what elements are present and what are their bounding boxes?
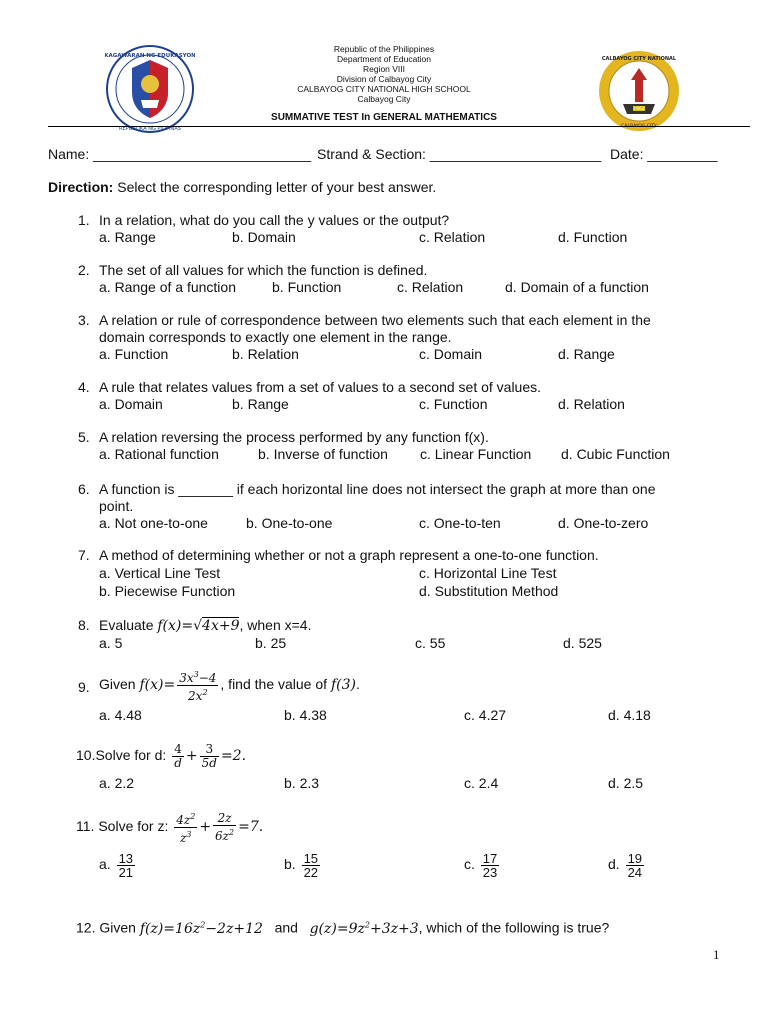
question-2-text: The set of all values for which the function is defined.	[99, 262, 428, 278]
q1-choice-c[interactable]: c. Relation	[419, 229, 486, 245]
question-5-text: A relation reversing the process performed by any function f(x).	[99, 429, 489, 445]
q7-choice-b[interactable]: b. Piecewise Function	[99, 583, 236, 599]
q9-text-pre: Given	[99, 676, 136, 693]
q4-choice-b[interactable]: b. Range	[232, 396, 289, 412]
q12-text-pre: Given	[99, 919, 136, 936]
question-8-number: 8.	[78, 617, 90, 633]
q10-text-post: =2.	[220, 748, 247, 764]
question-5-number: 5.	[78, 429, 90, 445]
q7-choice-a[interactable]: a. Vertical Line Test	[99, 565, 221, 581]
question-12-number: 12.	[76, 919, 96, 936]
q6-choice-b[interactable]: b. One-to-one	[246, 515, 333, 531]
question-6-number: 6.	[78, 481, 90, 497]
question-10-text: 10.Solve for d: $\frac{4}{d}$ + $\frac{3}{5d}$ =2.	[76, 741, 247, 770]
q2-choice-d[interactable]: d. Domain of a function	[505, 279, 649, 295]
q10-choice-c[interactable]: c. 2.4	[464, 775, 499, 791]
q2-choice-c[interactable]: c. Relation	[397, 279, 464, 295]
test-title: SUMMATIVE TEST In GENERAL MATHEMATICS	[271, 112, 497, 123]
header-republic: Republic of the Philippines	[333, 44, 435, 54]
svg-text:CALBAYOG CITY NATIONAL: CALBAYOG CITY NATIONAL	[601, 56, 677, 62]
q9-choice-b[interactable]: b. 4.38	[284, 707, 327, 723]
q10-choice-a[interactable]: a. 2.2	[99, 775, 135, 791]
header-city: Calbayog City	[357, 94, 411, 104]
direction	[48, 179, 436, 196]
q4-choice-a[interactable]: a. Domain	[99, 396, 163, 412]
q11-fraction-2: $\frac{2z}{6z^2}$	[215, 811, 235, 843]
q8-choice-d[interactable]: d. 525	[563, 635, 602, 651]
question-1-text: In a relation, what do you call the y values or the output?	[99, 212, 450, 228]
q10-choice-b[interactable]: b. 2.3	[284, 775, 320, 791]
q2-choice-b[interactable]: b. Function	[272, 279, 342, 295]
q8-formula: f(x)=√4x+9	[157, 618, 240, 634]
q5-choice-c[interactable]: c. Linear Function	[420, 446, 532, 462]
header-division: Division of Calbayog City	[336, 74, 432, 84]
q7-choice-c[interactable]: c. Horizontal Line Test	[419, 565, 557, 581]
q11-choice-a-fraction: $\frac{13}{21}$	[118, 850, 134, 880]
q11-choice-c-fraction: $\frac{17}{23}$	[482, 850, 498, 880]
strand-section-field[interactable]: Strand & Section: ______________________	[317, 146, 602, 162]
q3-choice-b[interactable]: b. Relation	[232, 346, 299, 362]
q9-function: f(x)=	[139, 677, 176, 694]
q6-choice-d[interactable]: d. One-to-zero	[558, 515, 649, 531]
question-9-number: 9.	[78, 679, 90, 695]
question-11-text: 11. Solve for z: $\frac{4z^2}{z^3}$ + $\frac{2z}{6z^2}$ =7.	[76, 811, 264, 845]
q11-choice-c-letter: c.	[464, 856, 475, 872]
q2-choice-a[interactable]: a. Range of a function	[99, 279, 236, 295]
q8-text-pre: Evaluate	[99, 617, 154, 633]
q7-choice-d[interactable]: d. Substitution Method	[419, 583, 559, 599]
q4-choice-d[interactable]: d. Relation	[558, 396, 625, 412]
page-number: 1	[713, 947, 720, 962]
header-school: CALBAYOG CITY NATIONAL HIGH SCHOOL	[297, 84, 471, 94]
question-3-text: A relation or rule of correspondence between two elements such that each element in the	[99, 312, 651, 328]
q11-choice-d-fraction: $\frac{19}{24}$	[627, 850, 643, 880]
q5-choice-d[interactable]: d. Cubic Function	[561, 446, 670, 462]
q10-fraction-1: $\frac{4}{d}$	[174, 741, 182, 770]
q11-choice-a[interactable]	[99, 848, 137, 880]
q5-choice-a[interactable]: a. Rational function	[99, 446, 219, 462]
q8-choice-b[interactable]: b. 25	[255, 635, 287, 651]
q9-text-mid: , find the value of	[220, 676, 328, 693]
q11-choice-d-letter: d.	[608, 856, 620, 872]
question-3-text-line2: domain corresponds to exactly one element in the range.	[99, 329, 452, 345]
q12-text-post: , which of the following is true?	[418, 919, 610, 936]
direction-label: Direction:	[48, 179, 114, 195]
question-7-number: 7.	[78, 547, 90, 563]
question-6-text: A function is _______ if each horizontal line does not intersect the graph at more than one	[99, 481, 656, 497]
header-divider	[48, 126, 750, 127]
svg-text:CALBAYOG CITY: CALBAYOG CITY	[621, 124, 657, 129]
q8-choice-a[interactable]: a. 5	[99, 635, 123, 651]
q10-text-pre: Solve for d:	[95, 747, 167, 763]
q11-text-post: =7.	[238, 819, 264, 836]
q11-choice-b-fraction: $\frac{15}{22}$	[303, 850, 319, 880]
q3-choice-d[interactable]: d. Range	[558, 346, 615, 362]
q6-choice-c[interactable]: c. One-to-ten	[419, 515, 501, 531]
svg-text:KAGAWARAN NG EDUKASYON: KAGAWARAN NG EDUKASYON	[105, 53, 195, 59]
q11-choice-c[interactable]	[464, 848, 501, 880]
question-2-number: 2.	[78, 262, 90, 278]
q11-choice-a-letter: a.	[99, 856, 111, 872]
question-4-number: 4.	[78, 379, 90, 395]
q4-choice-c[interactable]: c. Function	[419, 396, 488, 412]
direction-text: Select the corresponding letter of your best answer.	[117, 179, 437, 195]
q1-choice-d[interactable]: d. Function	[558, 229, 628, 245]
question-4-text: A rule that relates values from a set of values to a second set of values.	[99, 379, 542, 395]
q12-function-f: $f(z)=16z^2-2z+12$	[139, 920, 263, 937]
date-field[interactable]: Date: _________	[610, 146, 718, 162]
question-7-text: A method of determining whether or not a graph represent a one-to-one function.	[99, 547, 599, 563]
header-department: Department of Education	[336, 54, 432, 64]
q9-eval: f(3)	[330, 677, 356, 694]
question-12-text	[76, 916, 609, 938]
q10-fraction-2: $\frac{3}{5d}$	[201, 741, 217, 770]
q10-choice-d[interactable]: d. 2.5	[608, 775, 644, 791]
svg-text:1962: 1962	[633, 107, 645, 112]
q12-function-g: $g(z)=9z^2+3z+3$	[309, 920, 419, 937]
q11-fraction-1: $\frac{4z^2}{z^3}$	[176, 812, 196, 845]
q6-choice-a[interactable]: a. Not one-to-one	[99, 515, 208, 531]
q9-choice-a[interactable]: a. 4.48	[99, 707, 142, 723]
q11-choice-d[interactable]	[608, 848, 646, 880]
q5-choice-b[interactable]: b. Inverse of function	[258, 446, 388, 462]
q8-text-post: , when x=4.	[239, 617, 312, 633]
q11-choice-b[interactable]	[284, 848, 322, 880]
q1-choice-a[interactable]: a. Range	[99, 229, 156, 245]
q9-choice-d[interactable]: d. 4.18	[608, 707, 651, 723]
q9-fraction: $\frac{3x^3-4}{2x^2}$	[179, 670, 217, 703]
q11-choice-b-letter: b.	[284, 856, 296, 872]
q9-text-post: .	[355, 676, 360, 693]
q8-choice-c[interactable]: c. 55	[415, 635, 446, 651]
q3-choice-c[interactable]: c. Domain	[419, 346, 483, 362]
question-8-text	[99, 617, 311, 635]
question-10-number: 10.	[76, 747, 96, 763]
question-1-number: 1.	[78, 212, 90, 228]
q1-choice-b[interactable]: b. Domain	[232, 229, 296, 245]
header-region: Region VIII	[362, 64, 406, 74]
q9-choice-c[interactable]: c. 4.27	[464, 707, 507, 723]
q12-text-and: and	[274, 919, 298, 936]
q11-text-pre: Solve for z:	[98, 818, 169, 835]
question-11-number: 11.	[76, 818, 95, 835]
svg-text:REPUBLIKA NG PILIPINAS: REPUBLIKA NG PILIPINAS	[119, 126, 181, 132]
name-field[interactable]: Name: ____________________________	[48, 146, 312, 162]
question-3-number: 3.	[78, 312, 90, 328]
question-6-text-line2: point.	[99, 498, 134, 514]
question-9-text	[99, 668, 360, 703]
q3-choice-a[interactable]: a. Function	[99, 346, 169, 362]
